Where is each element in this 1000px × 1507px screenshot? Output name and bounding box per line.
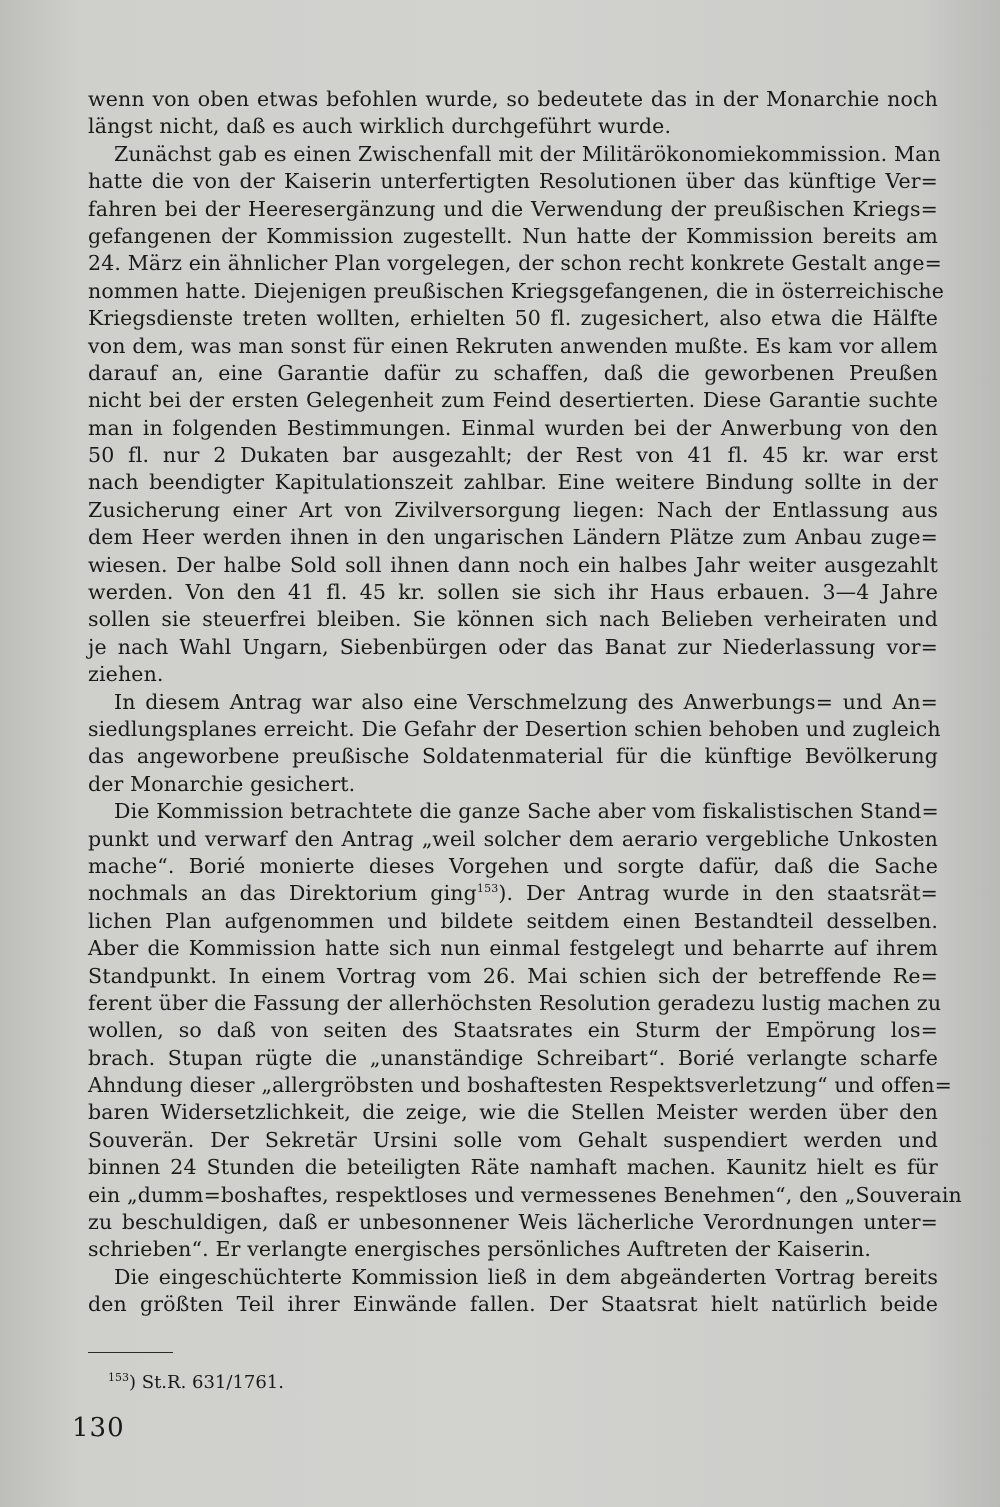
text-line: Aber die Kommission hatte sich nun einmal festgelegt und beharrte auf ihrem bbox=[88, 936, 938, 961]
footnote-divider bbox=[88, 1352, 173, 1353]
text-line: zu beschuldigen, daß er unbesonnener Weis lächerliche Verordnungen unter= bbox=[88, 1210, 938, 1235]
text-line: von dem, was man sonst für einen Rekruten anwenden mußte. Es kam vor allem bbox=[88, 333, 938, 358]
text-line: wollen, so daß von seiten des Staatsrates ein Sturm der Empörung los= bbox=[88, 1018, 938, 1043]
text-line: hatte die von der Kaiserin unterfertigten Resolutionen über das künftige Ver= bbox=[88, 169, 938, 194]
text-line: baren Widersetzlichkeit, die zeige, wie die Stellen Meister werden über den bbox=[88, 1100, 938, 1125]
text-line: Zunächst gab es einen Zwischenfall mit der Militärökonomiekommission. Man bbox=[114, 141, 941, 166]
text-line: das angeworbene preußische Soldatenmaterial für die künftige Bevölkerung bbox=[88, 744, 938, 769]
text-line: man in folgenden Bestimmungen. Einmal wurden bei der Anwerbung von den bbox=[88, 415, 938, 440]
text-line: siedlungsplanes erreicht. Die Gefahr der Desertion schien behoben und zugleich bbox=[88, 716, 941, 741]
text-line: fahren bei der Heeresergänzung und die Verwendung der preußischen Kriegs= bbox=[88, 196, 938, 221]
text-line: je nach Wahl Ungarn, Siebenbürgen oder das Banat zur Niederlassung vor= bbox=[88, 634, 938, 659]
text-line: Ahndung dieser „allergröbsten und boshaftesten Respektsverletzung“ und offen= bbox=[88, 1073, 952, 1098]
text-fragment: nochmals an das Direktorium ging bbox=[88, 881, 477, 906]
text-line: 24. März ein ähnlicher Plan vorgelegen, der schon recht konkrete Gestalt ange= bbox=[88, 251, 942, 276]
text-line: nach beendigter Kapitulationszeit zahlbar. Eine weitere Bindung sollte in der bbox=[88, 470, 938, 495]
text-line: Die eingeschüchterte Kommission ließ in dem abgeänderten Vortrag bereits bbox=[114, 1264, 938, 1289]
text-line: darauf an, eine Garantie dafür zu schaffen, daß die geworbenen Preußen bbox=[88, 360, 938, 385]
page-number: 130 bbox=[72, 1413, 125, 1443]
text-line: nicht bei der ersten Gelegenheit zum Feind desertierten. Diese Garantie suchte bbox=[88, 388, 938, 413]
text-line: In diesem Antrag war also eine Verschmelzung des Anwerbungs= und An= bbox=[114, 689, 938, 714]
text-line: brach. Stupan rügte die „unanständige Schreibart“. Borié verlangte scharfe bbox=[88, 1045, 938, 1070]
text-line: längst nicht, daß es auch wirklich durchgeführt wurde. bbox=[88, 114, 672, 139]
text-line-with-footnote-ref bbox=[88, 880, 938, 907]
text-line: der Monarchie gesichert. bbox=[88, 771, 356, 796]
footnote-text: ) St.R. 631/1761. bbox=[129, 1372, 284, 1393]
text-line: schrieben“. Er verlangte energisches persönliches Auftreten der Kaiserin. bbox=[88, 1237, 872, 1262]
text-line: binnen 24 Stunden die beteiligten Räte namhaft machen. Kaunitz hielt es für bbox=[88, 1155, 938, 1180]
text-line: Kriegsdienste treten wollten, erhielten 50 fl. zugesichert, also etwa die Hälfte bbox=[88, 306, 938, 331]
footnote-marker: 153 bbox=[108, 1371, 129, 1384]
text-line: Zusicherung einer Art von Zivilversorgung liegen: Nach der Entlassung aus bbox=[88, 497, 938, 522]
text-line: Standpunkt. In einem Vortrag vom 26. Mai schien sich der betreffende Re= bbox=[88, 963, 938, 988]
footnote-ref-marker: 153 bbox=[476, 882, 499, 896]
text-line: ferent über die Fassung der allerhöchsten Resolution geradezu lustig machen zu bbox=[88, 990, 942, 1015]
text-line: 50 fl. nur 2 Dukaten bar ausgezahlt; der Rest von 41 fl. 45 kr. war erst bbox=[88, 443, 938, 468]
footnote bbox=[108, 1372, 284, 1393]
text-line: wenn von oben etwas befohlen wurde, so bedeutete das in der Monarchie noch bbox=[88, 87, 938, 111]
text-line: mache“. Borié monierte dieses Vorgehen und sorgte dafür, daß die Sache bbox=[88, 853, 938, 878]
text-line: nommen hatte. Diejenigen preußischen Kriegsgefangenen, die in österreichische bbox=[88, 278, 945, 303]
text-line: wiesen. Der halbe Sold soll ihnen dann noch ein halbes Jahr weiter ausgezahlt bbox=[88, 552, 938, 577]
text-line: werden. Von den 41 fl. 45 kr. sollen sie sich ihr Haus erbauen. 3—4 Jahre bbox=[88, 580, 938, 605]
text-line: ein „dumm=boshaftes, respektloses und vermessenes Benehmen“, den „Souverain bbox=[88, 1182, 962, 1207]
text-line: ziehen. bbox=[88, 662, 164, 687]
text-line: gefangenen der Kommission zugestellt. Nun hatte der Kommission bereits am bbox=[88, 223, 938, 248]
text-line: lichen Plan aufgenommen und bildete seitdem einen Bestandteil desselben. bbox=[88, 908, 938, 933]
text-line: punkt und verwarf den Antrag „weil solcher dem aerario vergebliche Unkosten bbox=[88, 826, 938, 851]
text-fragment: ). Der Antrag wurde in den staatsrät= bbox=[498, 881, 938, 906]
text-line: Die Kommission betrachtete die ganze Sache aber vom fiskalistischen Stand= bbox=[114, 799, 939, 824]
text-line: Souverän. Der Sekretär Ursini solle vom Gehalt suspendiert werden und bbox=[88, 1127, 938, 1152]
text-line: sollen sie steuerfrei bleiben. Sie können sich nach Belieben verheiraten und bbox=[88, 607, 938, 632]
text-line: den größten Teil ihrer Einwände fallen. Der Staatsrat hielt natürlich beide bbox=[88, 1292, 938, 1317]
text-line: dem Heer werden ihnen in den ungarischen Ländern Plätze zum Anbau zuge= bbox=[88, 525, 938, 550]
body-text bbox=[88, 86, 962, 1319]
